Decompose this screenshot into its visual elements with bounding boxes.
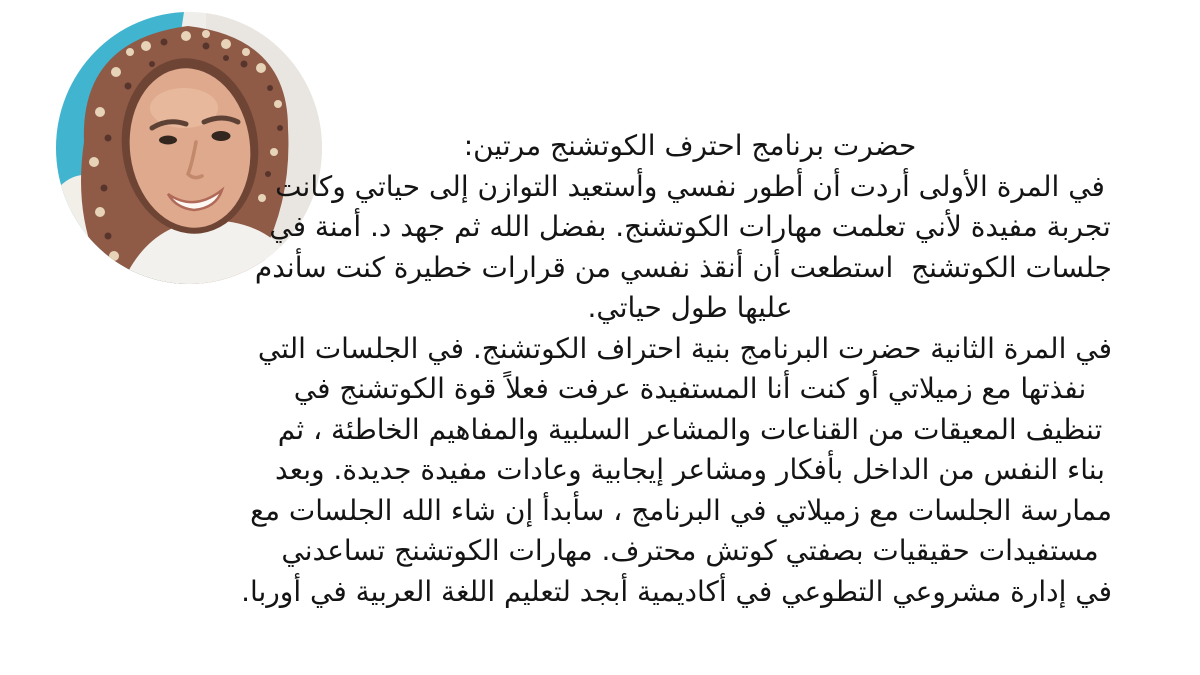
testimonial-paragraph-1 bbox=[254, 126, 1112, 329]
testimonial-line-6: في المرة الثانية حضرت البرنامج بنية احتراف الكوتشنج. في الجلسات التي bbox=[257, 331, 1112, 365]
testimonial-text bbox=[241, 126, 1112, 612]
testimonial-line-8: تنظيف المعيقات من القناعات والمشاعر السلبية والمفاهيم الخاطئة ، ثم bbox=[277, 412, 1103, 446]
testimonial-line-5: عليها طول حياتي. bbox=[587, 291, 793, 324]
testimonial-paragraph-2 bbox=[241, 329, 1112, 613]
testimonial-line-9: بناء النفس من الداخل بأفكار ومشاعر إيجابية وعادات مفيدة جديدة. وبعد bbox=[275, 453, 1105, 486]
testimonial-line-2: في المرة الأولى أردت أن أطور نفسي وأستعيد التوازن إلى حياتي وكانت bbox=[275, 169, 1105, 203]
testimonial-line-7: نفذتها مع زميلاتي أو كنت أنا المستفيدة عرفت فعلاً قوة الكوتشنج في bbox=[293, 372, 1087, 405]
testimonial-line-10: ممارسة الجلسات مع زميلاتي في البرنامج ، سأبدأ إن شاء الله الجلسات مع bbox=[250, 493, 1112, 527]
testimonial-line-11: مستفيدات حقيقيات بصفتي كوتش محترف. مهارات الكوتشنج تساعدني bbox=[281, 534, 1099, 567]
testimonial-line-1: حضرت برنامج احترف الكوتشنج مرتين: bbox=[463, 129, 917, 162]
testimonial-line-3: تجربة مفيدة لأني تعلمت مهارات الكوتشنج. بفضل الله ثم جهد د. أمنة في bbox=[269, 210, 1111, 243]
testimonial-line-4: جلسات الكوتشنج استطعت أن أنقذ نفسي من قرارات خطيرة كنت سأندم bbox=[254, 250, 1112, 284]
testimonial-line-12: في إدارة مشروعي التطوعي في أكاديمية أبجد لتعليم اللغة العربية في أوربا. bbox=[241, 574, 1112, 608]
